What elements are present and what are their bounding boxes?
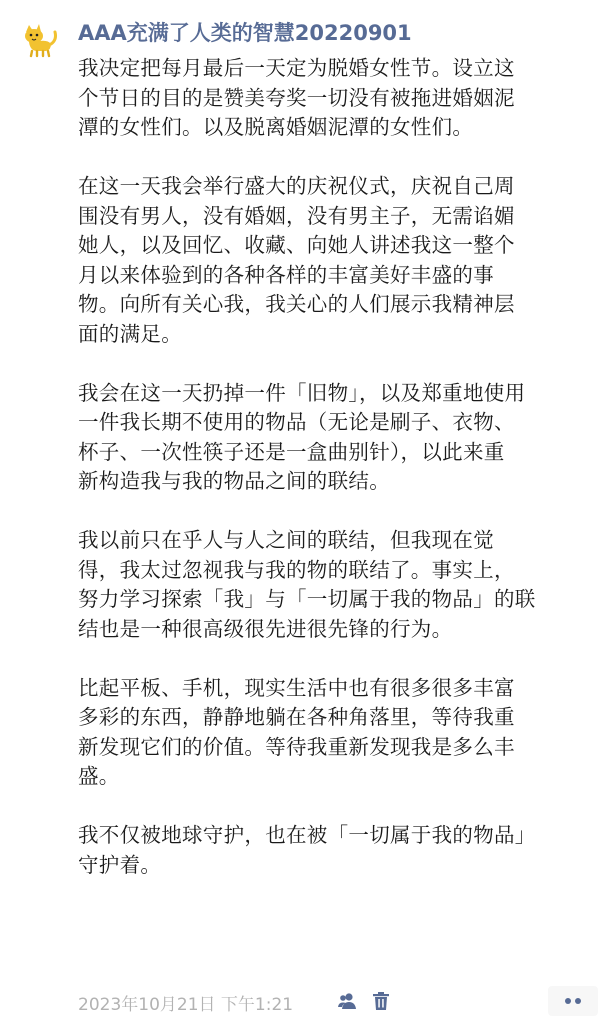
paragraph-line: 月以来体验到的各种各样的丰富美好丰盛的事	[78, 262, 494, 287]
paragraph-line: 杯子、一次性筷子还是一盒曲别针），以此来重	[78, 439, 505, 464]
paragraph-line: 她人，以及回忆、收藏、向她人讲述我这一整个	[78, 233, 515, 257]
people-icon[interactable]	[336, 990, 358, 1012]
paragraph-line: 我会在这一天扔掉一件「旧物」，以及郑重地使用	[78, 380, 526, 405]
more-dots-icon	[548, 986, 598, 1016]
paragraph-line: 得，我太过忽视我与我的物的联结了。事实上，	[78, 557, 515, 582]
paragraph-line: 新构造我与我的物品之间的联结。	[78, 469, 390, 493]
timestamp: 2023年10月21日 下午1:21	[78, 995, 294, 1015]
post-paragraph	[78, 172, 600, 349]
author-name[interactable]: AAA充满了人类的智慧20220901	[78, 21, 412, 45]
post-footer	[78, 984, 598, 1018]
paragraph-line: 守护着。	[78, 852, 162, 877]
more-button[interactable]	[548, 986, 598, 1016]
paragraph-line: 结也是一种很高级很先进很先锋的行为。	[78, 616, 453, 641]
post-body	[78, 14, 600, 880]
paragraph-line: 围没有男人，没有婚姻，没有男主子，无需谄媚	[78, 203, 515, 228]
paragraph-line: 我决定把每月最后一天定为脱婚女性节。设立这	[78, 56, 515, 80]
paragraph-line: 努力学习探索「我」与「一切属于我的物品」的联	[78, 587, 536, 611]
paragraph-line: 面的满足。	[78, 321, 182, 346]
paragraph-line: 多彩的东西，静静地躺在各种角落里，等待我重	[78, 705, 515, 729]
paragraph-line: 我以前只在乎人与人之间的联结，但我现在觉	[78, 528, 494, 552]
paragraph-line: 比起平板、手机，现实生活中也有很多很多丰富	[78, 675, 515, 700]
paragraph-line: 一件我长期不使用的物品（无论是刷子、衣物、	[78, 410, 515, 434]
post-paragraph	[78, 821, 600, 880]
paragraph-line: 盛。	[78, 764, 120, 788]
paragraph-line: 在这一天我会举行盛大的庆祝仪式，庆祝自己周	[78, 174, 515, 198]
post-paragraph	[78, 54, 600, 143]
paragraph-line: 新发现它们的价值。等待我重新发现我是多么丰	[78, 734, 515, 759]
post-paragraph	[78, 379, 600, 497]
cat-avatar-icon[interactable]	[20, 20, 60, 60]
post-paragraph	[78, 674, 600, 792]
paragraph-line: 潭的女性们。以及脱离婚姻泥潭的女性们。	[78, 115, 474, 139]
paragraph-line: 我不仅被地球守护，也在被「一切属于我的物品」	[78, 823, 536, 847]
paragraph-line: 个节日的目的是赞美夸奖一切没有被拖进婚姻泥	[78, 85, 515, 110]
post-paragraph	[78, 526, 600, 644]
trash-icon[interactable]	[370, 990, 392, 1012]
paragraph-line: 物。向所有关心我，我关心的人们展示我精神层	[78, 292, 515, 316]
post-content	[78, 54, 600, 880]
